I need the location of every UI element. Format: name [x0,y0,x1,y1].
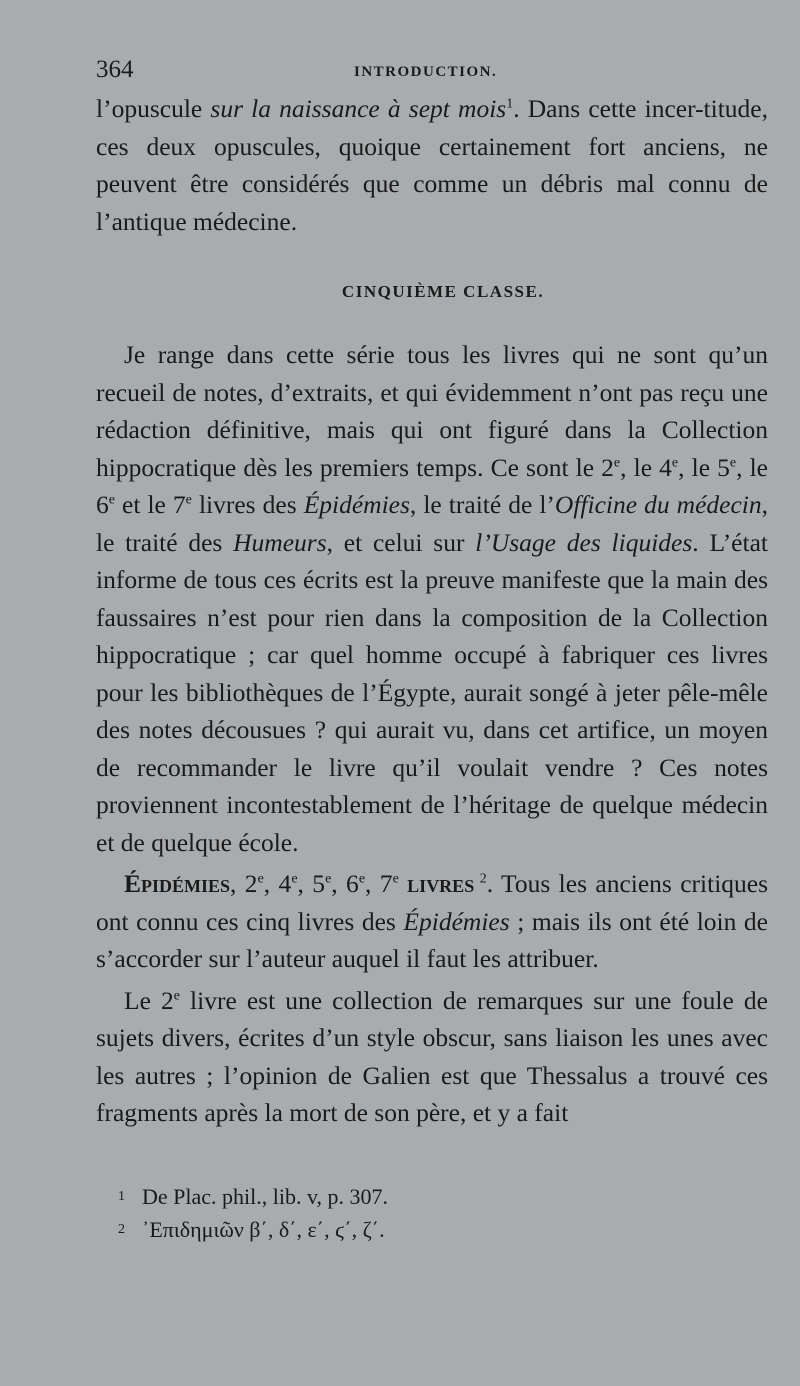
text-run: . L’état informe de tous ces écrits est la preuve manifeste que la main des faussaires n’est pour rien dans la composition de la Collection hippocratique ; car quel homme occupé à fabriquer ces livres pour les bibliothèques de l’Égypte, aurait songé à jeter pêle-mêle des notes décousues ? qui aurait vu, dans cet artifice, un moyen de recommander le livre qu’il voulait vendre ? Ces notes proviennent incontestablement de l’héritage de quelque médecin et de quelque école. [96,527,768,857]
superscript: e [325,871,332,887]
text-run: , et celui sur [326,527,476,557]
italic-title: Épidémies [403,906,510,936]
paragraph-second-livre [96,982,768,1132]
footnote-ref: 1 [506,96,514,112]
superscript: e [185,492,192,508]
smallcaps-heading: Épidémies [124,869,231,898]
superscript: e [671,455,679,470]
superscript: e [108,492,115,508]
text-run: , le traité des [96,490,768,557]
text-run: ; mais ils ont été loin de s’accorder sur l’auteur auquel il faut les attribuer. [96,906,769,973]
paragraph-epidemies [96,865,768,978]
text-run: et le 7 [114,490,186,519]
footnote-ref: 2 [474,871,487,887]
text-run: , le 5 [678,452,730,482]
italic-title: l’Usage des liquides [475,527,693,557]
footnote-text: ᾽Επιδημιῶν β΄, δ΄, ε΄, ϛ΄, ζ΄. [142,1216,385,1242]
superscript: e [392,871,399,887]
text-run: livres des [191,490,304,519]
superscript: e [613,455,621,470]
text-run: Je range dans cette série tous les livres qui ne sont qu’un recueil de notes, d’extraits, et qui évidemment n’ont pas reçu une rédaction définitive, mais qui ont figuré dans la Collection hippocratique dès les premiers temps. Ce sont le 2 [96,340,768,482]
intro-paragraph [96,90,768,240]
superscript: e [729,455,737,470]
text-run: Le 2 [124,985,174,1015]
footnote-mark: 1 [118,1188,125,1204]
footnote-2 [118,1213,768,1246]
italic-title: Épidémies [303,490,410,519]
superscript: e [291,871,298,887]
text-run: , le 4 [620,452,672,482]
text-run: , le 6 [96,452,769,519]
text-run: l’opuscule [96,94,211,123]
paragraph-cinquieme-classe [96,336,768,861]
page-number: 364 [96,56,134,83]
italic-title: Officine du médecin [554,490,762,519]
text-run: livre est une collection de remarques sur une foule de sujets divers, écrites d’un style obscur, sans liaison les unes avec les autres ; l’opinion de Galien est que Thessalus a trouvé ces fragments après la mort de son père, et y a fait [96,985,768,1127]
footnote-text: De Plac. phil., lib. v, p. 307. [142,1183,389,1209]
text-block [96,90,768,1246]
text-run: . Dans cette incer-titude, ces deux opuscules, quoique certainement fort anciens, ne peuvent être considérés que comme un débris mal connu de l’antique médecine. [96,94,769,236]
text-run: , 5 [297,869,326,898]
footnotes [96,1180,768,1246]
italic-title: Humeurs [233,527,327,557]
text-run: , le traité de l’ [409,490,555,519]
running-head [96,50,770,90]
superscript: e [173,988,180,1003]
running-title: INTRODUCTION. [354,64,498,80]
footnote-1 [118,1180,768,1213]
italic-title: sur la naissance à sept mois [210,94,507,123]
text-run: , 4 [263,869,292,898]
section-heading: CINQUIÈME CLASSE. [341,282,545,301]
superscript: e [257,871,264,887]
text-run: , 7 [365,869,393,898]
footnote-mark: 2 [118,1221,125,1237]
text-run: , 6 [331,869,359,898]
text-run: . Tous les anciens critiques ont connu ces cinq livres des [96,869,769,936]
smallcaps-heading: livres [398,869,475,898]
superscript: e [358,871,366,887]
text-run: , 2 [230,869,258,898]
